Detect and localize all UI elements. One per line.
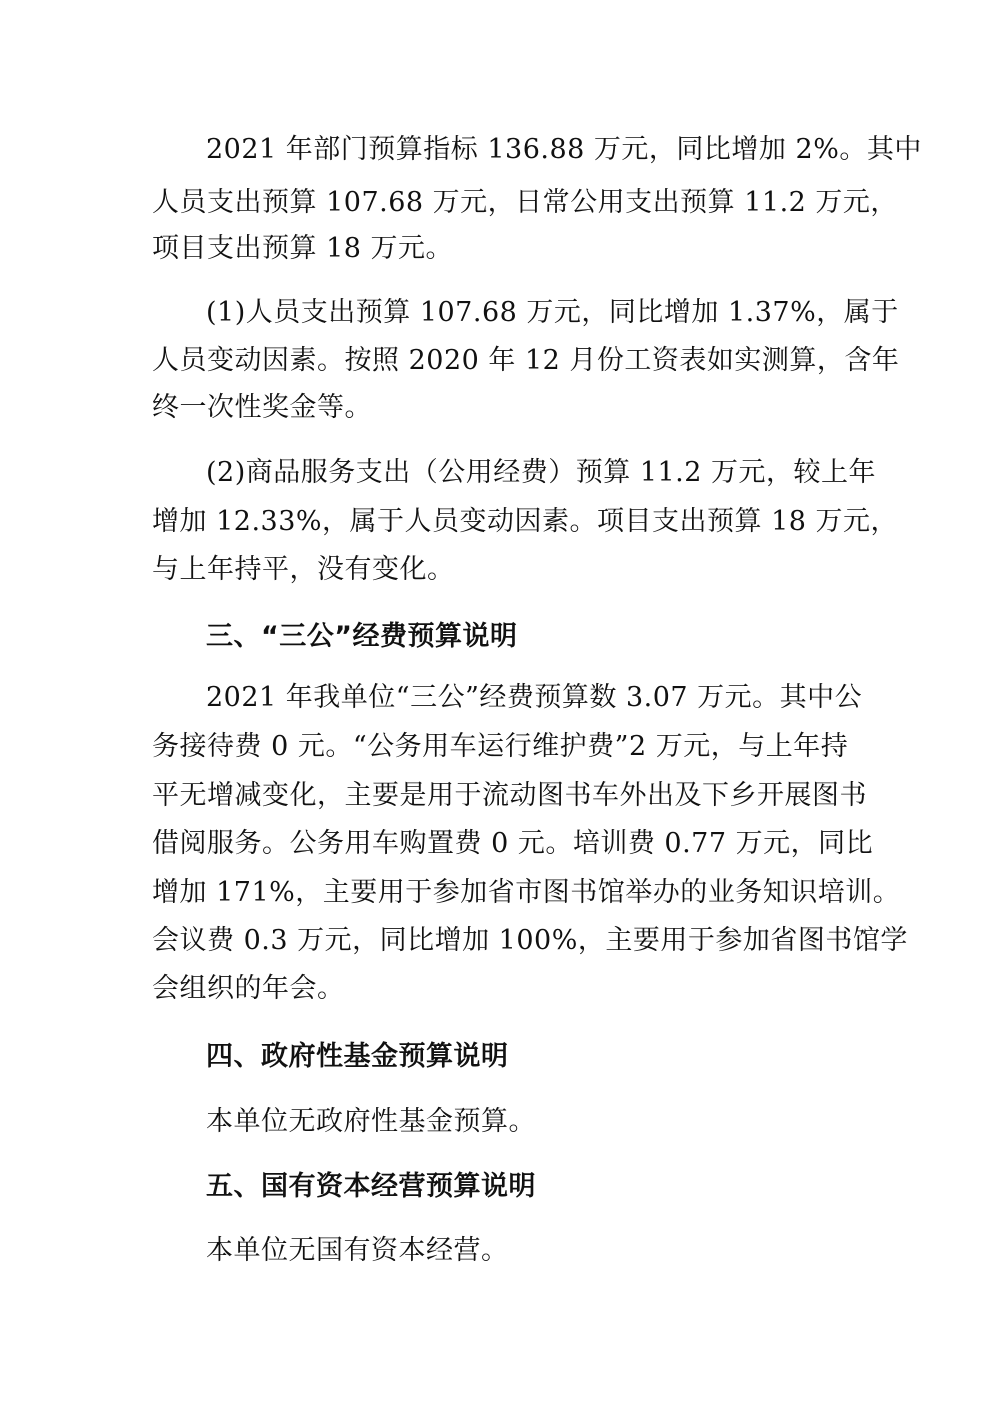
section-heading: 三、“三公”经费预算说明 [206, 621, 518, 652]
paragraph-line: 2021 年我单位“三公”经费预算数 3.07 万元。其中公 [206, 682, 863, 713]
paragraph-line: 本单位无国有资本经营。 [206, 1235, 509, 1266]
paragraph-line: 2021 年部门预算指标 136.88 万元，同比增加 2%。其中 [206, 134, 922, 165]
paragraph-line: (2)商品服务支出（公用经费）预算 11.2 万元，较上年 [206, 457, 877, 488]
paragraph-line: 务接待费 0 元。“公务用车运行维护费”2 万元，与上年持 [152, 731, 849, 762]
paragraph-line: 增加 171%，主要用于参加省市图书馆举办的业务知识培训。 [152, 877, 901, 908]
paragraph-line: 本单位无政府性基金预算。 [206, 1106, 536, 1137]
section-heading: 四、政府性基金预算说明 [206, 1041, 509, 1072]
paragraph-line: 与上年持平，没有变化。 [152, 554, 455, 585]
paragraph-line: 借阅服务。公务用车购置费 0 元。培训费 0.77 万元，同比 [152, 828, 874, 859]
paragraph-line: 平无增减变化，主要是用于流动图书车外出及下乡开展图书 [152, 780, 867, 811]
paragraph-line: 人员变动因素。按照 2020 年 12 月份工资表如实测算，含年 [152, 345, 900, 376]
section-heading: 五、国有资本经营预算说明 [206, 1171, 536, 1202]
paragraph-line: 终一次性奖金等。 [152, 392, 372, 423]
paragraph-line: 会议费 0.3 万元，同比增加 100%，主要用于参加省图书馆学 [152, 925, 908, 956]
paragraph-line: 人员支出预算 107.68 万元，日常公用支出预算 11.2 万元， [152, 187, 898, 218]
paragraph-line: 项目支出预算 18 万元。 [152, 233, 454, 264]
paragraph-line: 会组织的年会。 [152, 973, 345, 1004]
paragraph-line: 增加 12.33%，属于人员变动因素。项目支出预算 18 万元， [152, 506, 899, 537]
paragraph-line: (1)人员支出预算 107.68 万元，同比增加 1.37%，属于 [206, 297, 899, 328]
